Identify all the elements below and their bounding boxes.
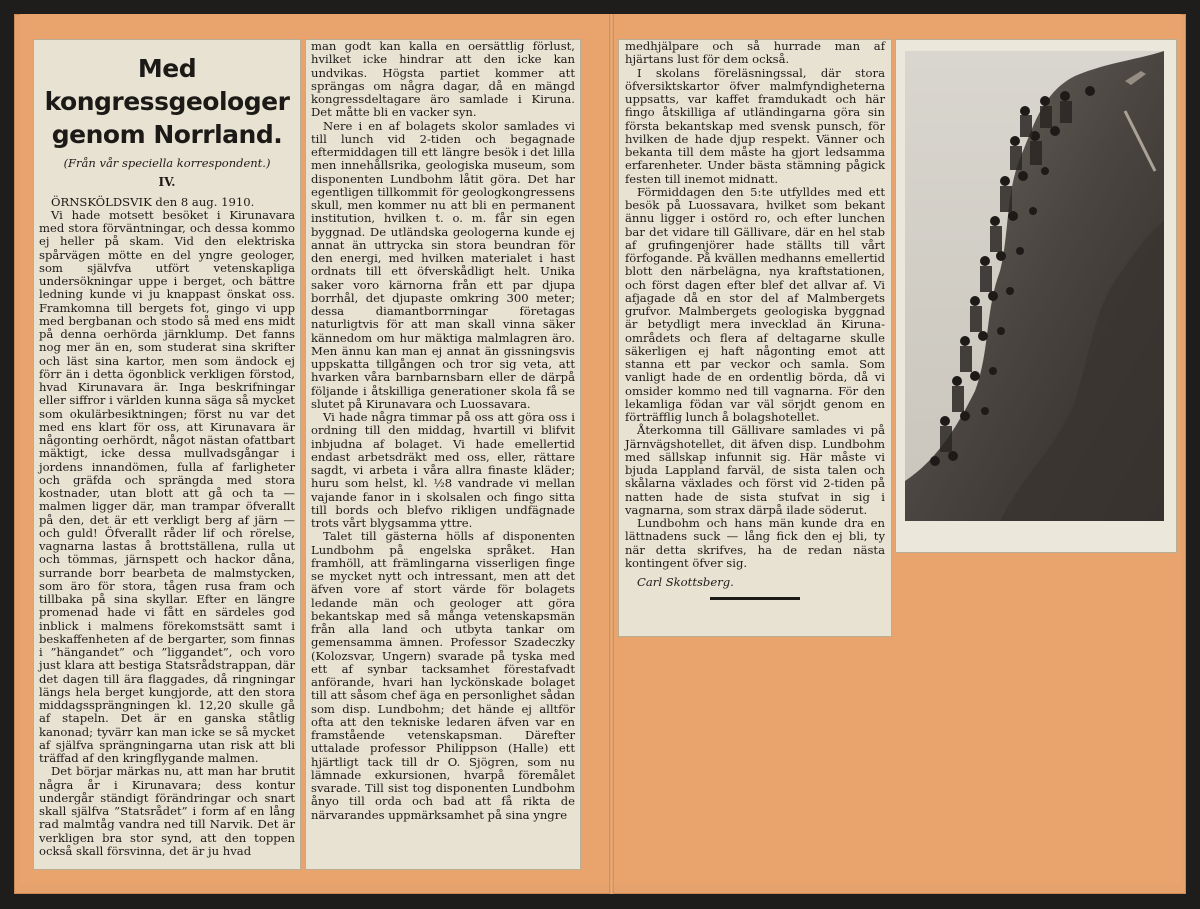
clipping-column-3 <box>619 40 891 636</box>
article-signature: Carl Skottsberg. <box>637 575 734 589</box>
folder-spine <box>609 14 614 894</box>
col2-paragraph: Nere i en af bolagets skolor samlades vi till lunch vid 2-tiden och begagnade eftermiddagen till ett längre besök i det lilla men innehållsrika, geologiska museum, som disponenten Lundbohm låtit göra. Det har egentligen tillkommit för geologkongressens skull, men kommer nu att bli en permanent institution, hvilken t. o. m. får sin egen byggnad. De utländska geologerna kunde ej annat än uttrycka sin stora beundran för den energi, med hvilken materialet i hast ordnats till ett öfverskådligt helt. Unika saker voro kärnorna från ett par djupa borrhål, det djupaste omkring 300 meter; dessa diamantborrningar företagas naturligtvis för att man skall vinna säker kännedom om hur mäktiga malmlagren äro. Men ännu kan man ej annat än gissningsvis uppskatta tillgången och tror sig veta, att hvarken våra barnbarnsbarn eller de därpå följande i åtskilliga generationer skola få se slutet på Kirunavara och Luossavara. <box>311 118 575 411</box>
col3-paragraph: Lundbohm och hans män kunde dra en lättnadens suck — lång fick den ej bli, ty när detta skrifves, ha de redan nästa kontingent öfver sig. <box>625 516 885 570</box>
headline-line-2: genom Norrland. <box>51 120 283 149</box>
col3-paragraph: Återkomna till Gällivare samlades vi på Järnvägshotellet, dit äfven disp. Lundbohm med sällskap infunnit sig. Här måste vi bjuda Lappland farväl, de sista talen och skålarna växlades och först vid 2-tiden på natten hade de sista stufvat in sig i vagnarna, som strax därpå ilade söderut. <box>625 423 885 517</box>
clipping-column-2 <box>306 40 580 869</box>
col1-paragraph: Det börjar märkas nu, att man har brutit några år i Kirunavara; dess kontur undergår ständigt förändringar och snart skall själfva ”Statsrådet” i form af en lång rad malmtåg vandra ned till Narvik. Det är verkligen bra stor synd, att den toppen också skall försvinna, det är ju hvad <box>39 764 295 858</box>
col3-paragraph: medhjälpare och så hurrade man af hjärtans lust för dem också. <box>625 40 885 67</box>
col1-paragraph: Vi hade motsett besöket i Kirunavara med stora förväntningar, och dessa kommo ej heller på skam. Vid den elektriska spårvägen mötte en del yngre geologer, som självfva utfört vetenskapliga undersökningar uppe i berget, och bättre ledning kunde vi ju knappast önskat oss. Framkomna till bergets fot, gingo vi upp med bergbanan och stodo så med ens midt på denna oerhörda järnklump. Det fanns nog mer än en, som studerat sina skrifter och läst sina kartor, men som ändock ej förr än i detta ögonblick verkligen förstod, hvad Kirunavara är. Inga beskrifningar eller siffror i världen kunna säga så mycket som okulärbesiktningen; först nu var det med ens klart för oss, att Kirunavara är någonting oerhördt, något nästan ofattbart mäktigt, icke dessa mullvadsgångar i jordens innandömen, fulla af farligheter och gräfda och sprängda med stora kostnader, utan blott att gå och ta — malmen ligger där, man trampar öfverallt på den, det är ett verkligt berg af järn — och guld! Öfverallt råder lif och rörelse, vagnarna lastas å brottställena, rulla ut och tömmas, järnspett och hackor dåna, surrande borr bearbeta de malmstycken, som äro för stora, tågen rusa fram och tillbaka på sina skyllar. Efter en längre promenad hade vi fått en särdeles god inblick i malmens förekomstsätt samt i beskaffenheten af de bergarter, som finnas i ”hängandet” och ”liggandet”, och voro just klara att bestiga Statsrådstrappan, där det dagen till ära flaggades, då ringningar längs hela berget kungjorde, att den stora middagssprängningen kl. 12,20 skulle gå af stapeln. Det är en ganska ståtlig kanonad; tyvärr kan man icke se så mycket af själfva sprängningarna utan risk att bli träffad af den kringflygande malmen. <box>39 207 295 765</box>
col2-paragraph: man godt kan kalla en oersättlig förlust, hvilket icke hindrar att den icke kan undvikas. Högsta partiet kommer att sprängas om några dagar, då en mängd kongressdeltagare äro samlade i Kiruna. Det måtte bli en vacker syn. <box>311 40 575 120</box>
article-dateline: ÖRNSKÖLDSVIK den 8 aug. 1910. <box>51 194 255 209</box>
col2-paragraph: Vi hade några timmar på oss att göra oss i ordning till den middag, hvartill vi blifvit inbjudna af bolaget. Vi hade emellertid endast arbetsdräkt med oss, eller, rättare sagdt, vi arbeta i våra allra finaste kläder; huru som helst, kl. ½8 vandrade vi mellan vajande fanor in i skolsalen och fingo sitta till bords och blefvo rikligen undfägnade trots vårt blygsamma yttre. <box>311 410 575 530</box>
clipping-column-1 <box>34 40 300 869</box>
article-subheading: (Från vår speciella korrespondent.) <box>63 156 271 170</box>
col2-paragraph: Talet till gästerna hölls af disponenten Lundbohm på engelska språket. Han framhöll, att främlingarna visserligen finge se mycket nytt och intressant, men att det äfven vore af stort värde för bolagets ledande män och geologer att göra bekantskap med så många vetenskapsmän från alla land och utbyta tankar om gemensamma ämnen. Professor Szadeczky (Kolozsvar, Ungern) svarade på tyska med ett af synbar tacksamhet förestafvadt anförande, hvari han lyckönskade bolaget till att såsom chef äga en personlighet sådan som disp. Lundbohm; det hände ej alltför ofta att den tekniske ledaren äfven var en framstående vetenskapsman. Därefter uttalade professor Philippson (Halle) ett hjärtligt tack till dr O. Sjögren, som nu lämnade exkursionen, hvarpå föremålet svarade. Till sist tog disponenten Lundbohm ånyo till orda och bad att få rikta de närvarandes uppmärksamhet på sina yngre <box>311 529 575 822</box>
col3-paragraph: Förmiddagen den 5:te utfylldes med ett besök på Luossavara, hvilket som bekant ännu ligger i ostörd ro, och efter lunchen bar det vidare till Gällivare, där en hel stab af grufingenjörer hade ställts till vårt förfogande. På kvällen medhanns emellertid blott den närbelägna, nya kraftstationen, och först dagen efter blef det allvar af. Vi afjagade då en stor del af Malmbergets grufvor. Malmbergets geologiska byggnad är betydligt mera invecklad än Kiruna-områdets och flera af deltagarne skulle säkerligen ej haft någonting emot att stanna ett par veckor och samla. Som vanligt hade de en ordentlig börda, då vi omsider kommo ned till vagnarna. För den lekamliga födan var väl sörjdt genom en förträfflig lunch å bolagshotellet. <box>625 184 885 424</box>
group-photo-image <box>905 51 1164 521</box>
headline-line-1: Med kongressgeologer <box>44 54 290 116</box>
col3-paragraph: I skolans föreläsningssal, där stora öfversiktskartor öfver malmfyndigheterna uppsatts, var kaffet framdukadt och här fingo åtskilliga af utländingarna göra sin första bekantskap med svensk punsch, för hvilken de hade djup respekt. Vänner och bekanta till dem måste ha gjort ledsamma erfarenheter. Under bästa stämning pågick festen till inemot midnatt. <box>625 65 885 186</box>
end-rule <box>710 597 800 600</box>
photo-mount <box>896 40 1176 552</box>
article-part-number: IV. <box>158 175 176 190</box>
article-headline <box>39 52 295 151</box>
